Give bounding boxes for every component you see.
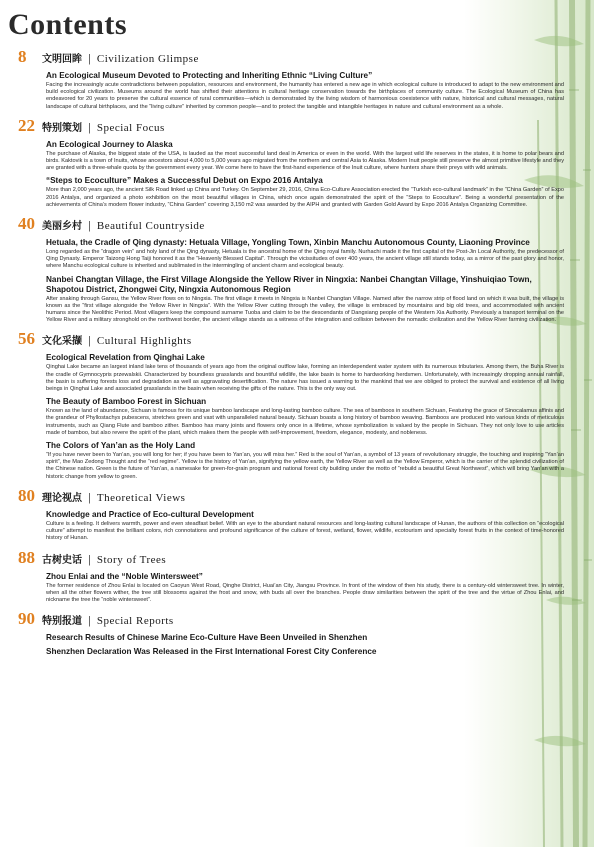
section-english-title: Cultural Highlights [96, 335, 192, 348]
section-page-number: 8 [18, 47, 27, 66]
section-header [18, 47, 578, 67]
article-entry[interactable] [46, 71, 564, 111]
article-title[interactable]: “Steps to Ecoculture” Makes a Successful Debut on Expo 2016 Antalya [46, 176, 323, 186]
article-entry[interactable] [46, 353, 564, 393]
section-header [18, 214, 578, 234]
section-header [18, 116, 578, 136]
article-title[interactable]: The Beauty of Bamboo Forest in Sichuan [46, 397, 207, 407]
article-title[interactable]: An Ecological Journey to Alaska [46, 139, 173, 149]
section-header [18, 609, 578, 629]
section-chinese-title: 理论视点 [42, 492, 82, 504]
article-title[interactable]: Research Results of Chinese Marine Eco-Culture Have Been Unveiled in Shenzhen [46, 633, 368, 643]
section-divider: | [88, 491, 91, 504]
section-page-number: 80 [18, 485, 35, 505]
section-english-title: Civilization Glimpse [96, 53, 199, 65]
contents-section [6, 548, 578, 605]
article-summary: After snaking through Gansu, the Yellow River flows on to Ningxia. The first village it meets in Ningxia is Nanbei Changtan Village. Named after the narrow strip of flood land on which it was built, the village is known as the “first village alongside the Yellow River in Ningxia”. With the Yellow River cutting through the valley, the village is embraced by mountains and big old trees, and accommodated with ancient humans since the Neolithic Period. Most villagers keep the compound surname Tuoba and claim to be the descendants of Dangxiang people of the Western Xia Authority. Previously a transport terminal on the Yellow River and a military stronghold on the northwest border, the ancient village stands as a witness of the integration and collision between the nomadic civilization and the Yellow River farming civilization. [46, 295, 564, 324]
article-title[interactable]: Nanbei Changtan Village, the First Village Alongside the Yellow River in Ningxia: Nanbei Changtan Village, Yinshuiqiao Town, Shapotou District, Zhongwei City, Ningxia Autonomous Region [46, 274, 532, 294]
section-english-title: Theoretical Views [96, 491, 186, 504]
article-summary: More than 2,000 years ago, the ancient Silk Road linked up China and Turkey. On September 29, 2016, China Eco-Culture Association erected the “Turkish eco-cultural landmark” in the “China Garden” of Expo 2016 Antalya, and organized a photo exhibition on the most beautiful villages in China, which once again demonstrated the spirit of the “Steps to Ecoculture”. Being a wonderful presentation of the achievements of China’s modern flower industry, “China Garden” covering 3,150 m2 was awarded by the AIPH and granted with Garden Gold Award by Expo 2016 Antalya Organizing Committee. [46, 187, 564, 208]
section-divider: | [88, 553, 91, 566]
article-title[interactable]: An Ecological Museum Devoted to Protecting and Inheriting Ethnic “Living Culture” [46, 71, 373, 80]
section-page-number: 40 [18, 214, 35, 234]
article-title[interactable]: Hetuala, the Cradle of Qing dynasty: Hetuala Village, Yongling Town, Xinbin Manchu Autonomous County, Liaoning Province [46, 238, 530, 248]
section-divider: | [88, 53, 91, 65]
section-chinese-title: 特别报道 [42, 616, 82, 628]
article-entry[interactable] [46, 572, 564, 605]
contents-section [6, 329, 578, 480]
section-english-title: Special Focus [96, 121, 165, 134]
contents-section [6, 214, 578, 324]
article-entry[interactable] [46, 275, 564, 325]
article-summary: The former residence of Zhou Enlai is located on Caoyun West Road, Qinghe District, Huai’an City, Jiangsu Province. In front of the window of then his study, there is a century-old wintersweet tree. In winter, when all the other flowers wither, the tree still blossoms against the frost and snow, with buds all over the branches. People draw similarities between the spirit of the tree and the virtue of Zhou Enlai, and nickname the tree the “noble wintersweet”. [46, 582, 564, 603]
article-summary: Known as the land of abundance, Sichuan is famous for its unique bamboo landscape and long-lasting bamboo culture. The sea of bamboos in southern Sichuan, Featuring the grace of Sinocalamus affinis and the grandeur of Phyllostachys pubescens, stretches green and vast with unparalleled natural beauty. Sichuan boasts a long history of bamboo weaving. Bamboos are produced into various kinds of meticulous instruments, such as Qiang Flute and bamboo zither. Bamboo has many joints and flowers only once in a lifetime, whose symbolization is valued by the people in Sichuan. They not only love to use articles made of bamboo, but also revere the spirit of the plant, which makes them the people with self-improvement, freedom, elegance, modesty, and nobleness. [46, 408, 564, 436]
article-entry[interactable] [46, 238, 564, 271]
contents-section [6, 609, 578, 657]
section-page-number: 88 [18, 547, 35, 567]
section-chinese-title: 文化采撷 [42, 336, 82, 348]
contents-list [6, 0, 578, 657]
article-title[interactable]: Shenzhen Declaration Was Released in the First International Forest City Conference [46, 647, 377, 657]
section-chinese-title: 美丽乡村 [42, 221, 82, 233]
section-chinese-title: 古树史话 [42, 554, 82, 566]
section-divider: | [88, 220, 91, 233]
article-summary: “If you have never been to Yan’an, you will long for her; if you have been to Yan’an, you will miss her.” Red is the soul of Yan’an, a symbol of 13 years of revolutionary struggle, the touching and inspiring “Yan’an spirit”, the Mao Zedong Thought and the “red regime”. Yellow is the history of Yan’an, signifying the yellow earth, the Yellow River as well as the Yellow Emperor, which is the carrier of the splendid civilization of the Chinese nation. Green is the future of Yan’an, a namesake for green-for-grain program and national forest city building under the motto of “rebuild a beautiful Great Northwest”, which will bring Yan’an with a historic change from yellow to green. [46, 452, 564, 480]
section-divider: | [88, 615, 91, 628]
article-title[interactable]: Zhou Enlai and the “Noble Wintersweet” [46, 571, 203, 581]
article-summary: Culture is a feeling. It delivers warmth, power and even steadfast belief. With an eye to the abundant natural resources and long-lasting cultural landscape of Hunan, the authors of this collection on “ecological culture” attempt to manifest the brilliant colors, rich connotations and profound significance of the culture of forest, wetland, flower, wildlife, ecotourism and specialty forest fruits in the context of time-honored history of Hunan. [46, 520, 564, 542]
section-divider: | [88, 335, 91, 348]
sections-container [6, 47, 578, 657]
contents-section [6, 47, 578, 111]
article-title[interactable]: Ecological Revelation from Qinghai Lake [46, 353, 205, 363]
section-page-number: 56 [18, 329, 35, 349]
contents-section [6, 486, 578, 543]
contents-section [6, 116, 578, 209]
article-summary: Facing the increasingly acute contradictions between population, resources and environment, the humanity has entered a new age in which ecological culture is introduced to adapt to the new environment and build ecological civilization. Museums around the world has shifted their attentions in cultural heritage conservation towards the birthplaces of community culture. The Ecological Museum of China has endeavored for 20 years to preserve the cultural essence of rural communities—which is demonstrated by the living wisdom of harmonious coexistence with nature, historical and cultural messages, natural landscape of cultural birthplaces, and the “living culture” inherited by common people—and to protect the tangible and intangible heritages in nature and cultural environment as a whole. [46, 82, 564, 110]
section-english-title: Beautiful Countryside [96, 220, 205, 233]
article-title[interactable]: Knowledge and Practice of Eco-cultural Development [46, 509, 254, 519]
page-title: Contents [8, 8, 128, 41]
section-chinese-title: 特别策划 [42, 122, 82, 134]
section-header [18, 329, 578, 349]
section-header [18, 486, 578, 506]
article-title[interactable]: The Colors of Yan’an as the Holy Land [46, 441, 196, 451]
section-page-number: 22 [18, 115, 35, 135]
article-summary: The purchase of Alaska, the biggest state of the USA, is lauded as the most successful land deal in America or even in the world. With the largest wild life reserves in the states, it is home to polar bears and birds. Kaktovik is a town of Inuits, whose ancestors about 4,000 to 5,000 years ago migrated from the northern and central Asia to Alaska. Modern Inuit people still preserve the almost primitive lifestyle and they are granted with a three-whale quota by the government every year. We come here to have the first-hand experience of the Inuit culture, where hunters share their preys with wild animals. [46, 150, 564, 172]
article-entry[interactable] [46, 647, 564, 657]
article-entry[interactable] [46, 397, 564, 437]
article-entry[interactable] [46, 633, 564, 643]
article-entry[interactable] [46, 140, 564, 173]
section-divider: | [88, 121, 91, 134]
section-chinese-title: 文明回眸 [42, 54, 82, 65]
section-page-number: 90 [18, 609, 35, 629]
article-summary: Long regarded as the “dragon vein” and holy land of the Qing dynasty, Hetuala is the ancestral home of the Qing royal family. Nurhachi made it the first capital of the Post-Jin Local Authority, the predecessor of Qing Dynasty. Emperor Taizong Hong Taiji honored it as the “Heavenly Blessed Capital”. Through the vicissitudes of over 400 years, the ancient village still stands today, as a mirror of the past glory and honor, where Manchu ecological culture is inherited and sublimated in the intermingling of ancient charm and ecological beauty. [46, 249, 564, 270]
article-entry[interactable] [46, 510, 564, 543]
article-summary: Qinghai Lake became an largest inland lake tens of thousands of years ago from the original outflow lake, forming an interdependent water system with its numerous tributaries. Among them, the Buha River is the cradle of Gymnocypris przewalskii. Characterized by boundless grasslands and bountiful wildlife, the lake basin is home to hardworking herdsmen. Unfortunately, with increasingly dropping annual rainfall, the basin is suffering forests loss and degradation as well as aggravating desertification. The nature has issued a warning to the mankind that we are obliged to protect the survival and existence of all living beings in Qinghai Lake and associated grasslands in the basin when receiving the gifts of the nature. This is the only way out. [46, 364, 564, 393]
section-english-title: Special Reports [96, 615, 174, 628]
section-english-title: Story of Trees [96, 553, 167, 566]
article-entry[interactable] [46, 176, 564, 209]
article-entry[interactable] [46, 441, 564, 481]
section-header [18, 548, 578, 568]
